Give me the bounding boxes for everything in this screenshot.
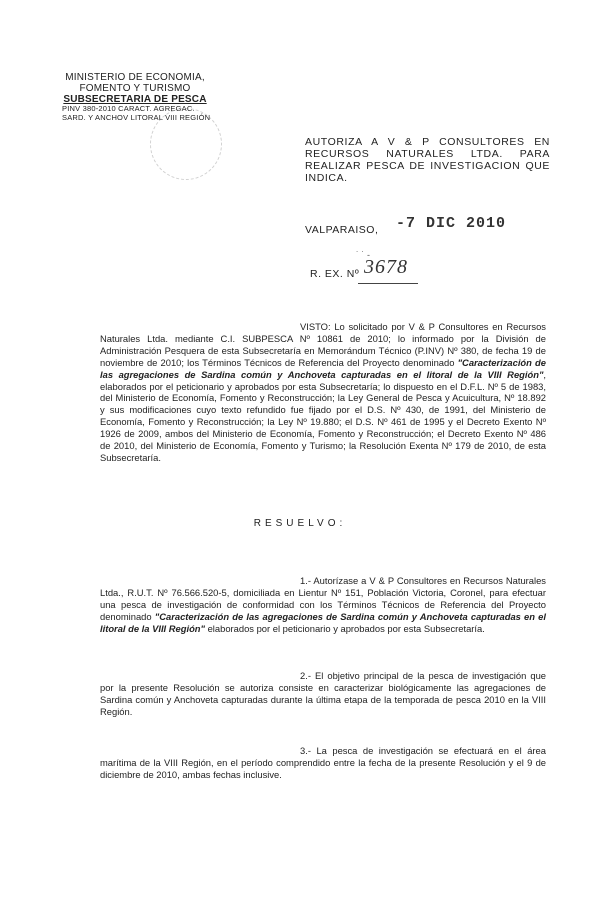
date-stamp: -7 DIC 2010 [396,215,507,232]
ministry-line-1: MINISTERIO DE ECONOMIA, [65,72,205,83]
visto-text-1: Lo solicitado por V & P Consultores en Recursos Naturales Ltda. mediante C.I. SUBPESCA Nº 10861 de 2010; lo informado por la División de Administración Pesquera de esta Subsecretaría en Memorándum Técnico (P.INV) Nº 380, de fecha 19 de noviembre de 2010; los Términos Técnicos de Referencia del Proyecto denominado [100,321,546,368]
article-2-text: investigación que por la presente Resolución se autoriza consiste en caracterizar biológicamente las agregaciones de Sardina común y Anchoveta capturadas durante la última etapa de la temporada de pesca 2010 en la VIII Región. [100,670,546,717]
subsecretaria-name: SUBSECRETARIA DE PESCA [63,94,207,105]
resolution-number: 3678 [364,256,408,278]
visto-lead: VISTO: [300,321,331,332]
article-3 [100,745,546,781]
article-1-lead: 1.- Autorízase a V & P Consultores en Recursos [300,575,503,586]
visto-project: "Caracterización de las agregaciones de Sardina común y Anchoveta capturadas en el litoral de la VIII Región" [100,356,546,380]
article-2-lead: 2.- El objetivo principal de la pesca de [300,670,469,681]
document-title: AUTORIZA A V & P CONSULTORES EN RECURSOS NATURALES LTDA. PARA REALIZAR PESCA DE INVESTIGACION QUE INDICA. [305,136,550,184]
annotation-mark: ˙ ˙ - [356,250,370,260]
resuelvo-heading: RESUELVO: [253,518,347,529]
article-1-project: "Caracterización de las agregaciones de Sardina común y Anchoveta capturadas en el litoral de la VIII Región" [100,610,546,634]
article-1-text-1: Naturales Ltda., R.U.T. Nº 76.566.520-5, domiciliada en Lientur Nº 151, Población Victoria, Coronel, para efectuar una pesca de investigación de conformidad con los Términos Técnicos de Referencia del Proyecto denominado [100,575,546,622]
official-seal-icon [150,108,222,180]
article-1-text-2: elaborados por el peticionario y aprobados por esta Subsecretaría. [204,622,485,634]
ministry-line-2: FOMENTO Y TURISMO [79,83,191,94]
article-3-text: área marítima de la VIII Región, en el período comprendido entre la fecha de la presente Resolución y el 9 de diciembre de 2010, ambas fechas inclusive. [100,745,546,780]
visto-text-2: , elaborados por el peticionario y aprobados por esta Subsecretaría; lo dispuesto en el D.F.L. Nº 5 de 1983, del Ministerio de Economía, Fomento y Reconstrucción; la Ley General de Pesca y Acuicultura, Nº 18.892 y sus modificaciones cuyo texto refundido fue fijado por el D.S. Nº 430, de 1991, del Ministerio de Economía, Fomento y Reconstrucción; la Ley Nº 19.880; el D.S. Nº 461 de 1995 y el Decreto Exento Nº 1926 de 2009, ambos del Ministerio de Economía, Fomento y Reconstrucción; el Decreto Exento Nº 486 de 2010, del Ministerio de Economía, Fomento y Turismo; la Resolución Exenta Nº 179 de 2010, de esta Subsecretaría. [100,368,546,463]
resolution-label: R. EX. Nº [310,268,360,280]
place: VALPARAISO, [305,224,379,236]
reference-line-2: SARD. Y ANCHOV LITORAL VIII REGIÓN [62,112,211,122]
article-2 [100,670,546,718]
article-3-lead: 3.- La pesca de investigación se efectuará en el [300,745,522,756]
resolution-underline [358,283,418,284]
visto-paragraph [100,321,546,464]
article-1 [100,575,546,635]
reference-line-1: PINV 380-2010 CARACT. AGREGAC. [62,104,195,113]
